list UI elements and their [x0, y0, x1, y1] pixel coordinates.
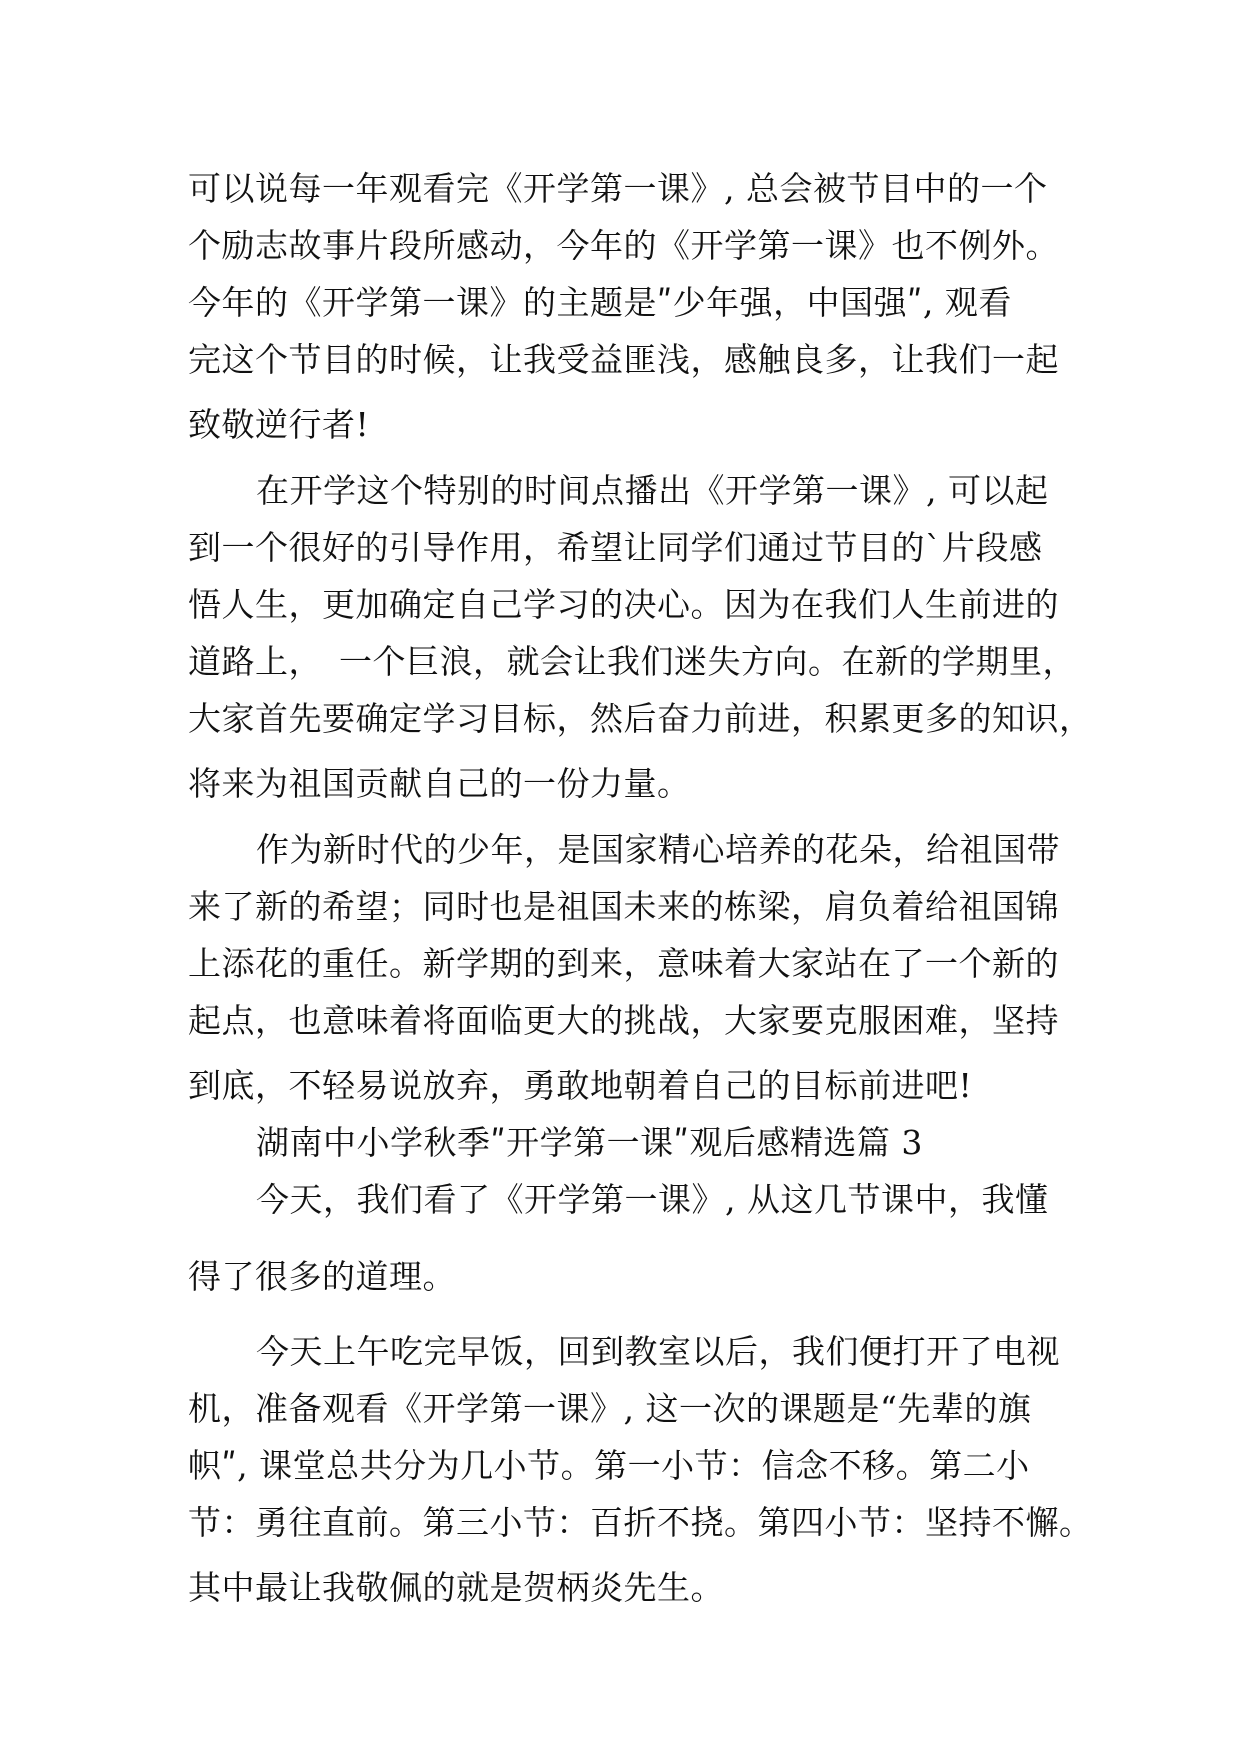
section-heading: 湖南中小学秋季ʺ开学第一课ʺ观后感精选篇 3	[256, 1123, 923, 1162]
paragraph-6-line-5: 其中最让我敬佩的就是贺柄炎先生。	[188, 1568, 724, 1607]
paragraph-3-line-5: 到底，不轻易说放弃，勇敢地朝着自己的目标前进吧!	[188, 1066, 973, 1105]
paragraph-6-line-3: 帜ʺ, 课堂总共分为几小节。第一小节：信念不移。第二小	[188, 1446, 1030, 1485]
paragraph-2-line-2: 到一个很好的引导作用，希望让同学们通过节目的`片段感	[188, 528, 1043, 567]
paragraph-1-line-5: 致敬逆行者!	[188, 405, 370, 444]
paragraph-3-line-3: 上添花的重任。新学期的到来，意味着大家站在了一个新的	[188, 944, 1059, 983]
paragraph-2-line-5: 大家首先要确定学习目标，然后奋力前进，积累更多的知识，	[188, 699, 1093, 738]
paragraph-3-line-4: 起点，也意味着将面临更大的挑战，大家要克服困难，坚持	[188, 1001, 1059, 1040]
paragraph-3-line-2: 来了新的希望；同时也是祖国未来的栋梁，肩负着给祖国锦	[188, 887, 1059, 926]
paragraph-1-line-4: 完这个节目的时候，让我受益匪浅，感触良多，让我们一起	[188, 340, 1059, 379]
paragraph-1-line-2: 个励志故事片段所感动，今年的《开学第一课》也不例外。	[188, 226, 1059, 265]
paragraph-5-line-2: 得了很多的道理。	[188, 1257, 456, 1296]
paragraph-3-line-1: 作为新时代的少年，是国家精心培养的花朵，给祖国带	[256, 830, 1060, 869]
paragraph-6-line-4: 节：勇往直前。第三小节：百折不挠。第四小节：坚持不懈。	[188, 1503, 1093, 1542]
paragraph-6-line-2: 机，准备观看《开学第一课》, 这一次的课题是“先辈的旗	[188, 1389, 1032, 1428]
paragraph-2-line-4: 道路上， 一个巨浪，就会让我们迷失方向。在新的学期里，	[188, 642, 1076, 681]
paragraph-6-line-1: 今天上午吃完早饭，回到教室以后，我们便打开了电视	[256, 1332, 1060, 1371]
paragraph-1-line-1: 可以说每一年观看完《开学第一课》, 总会被节目中的一个	[188, 169, 1048, 208]
paragraph-2-line-3: 悟人生，更加确定自己学习的决心。因为在我们人生前进的	[188, 585, 1059, 624]
paragraph-2-line-1: 在开学这个特别的时间点播出《开学第一课》, 可以起	[256, 471, 1049, 510]
paragraph-5-line-1: 今天，我们看了《开学第一课》, 从这几节课中，我懂	[256, 1180, 1049, 1219]
paragraph-2-line-6: 将来为祖国贡献自己的一份力量。	[188, 764, 691, 803]
paragraph-1-line-3: 今年的《开学第一课》的主题是ʺ少年强，中国强ʺ, 观看	[188, 283, 1012, 322]
